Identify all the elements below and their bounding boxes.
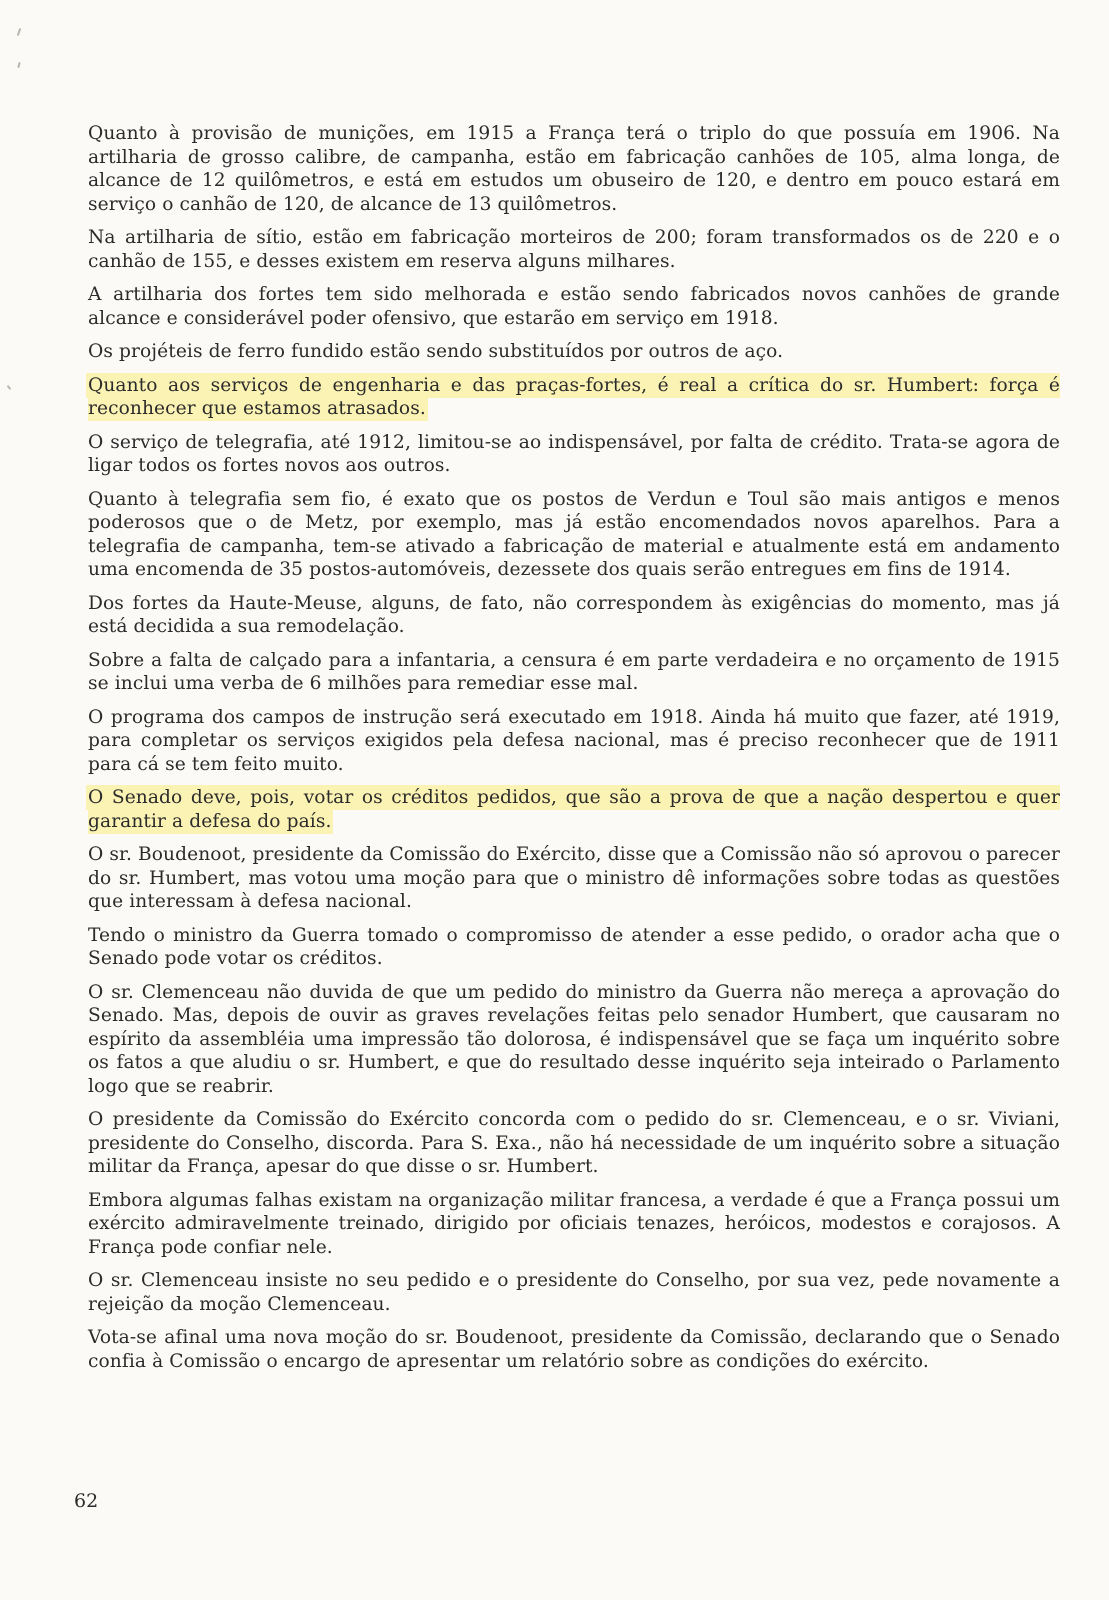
paragraph: Tendo o ministro da Guerra tomado o compromisso de atender a esse pedido, o orador acha que o Senado pode votar os créditos. xyxy=(88,924,1060,969)
paragraph: Quanto à telegrafia sem fio, é exato que os postos de Verdun e Toul são mais antigos e menos poderosos que o de Metz, por exemplo, mas já estão encomendados novos aparelhos. Para a telegrafia de campanha, tem-se ativado a fabricação de material e atualmente está em andamento uma encomenda de 35 postos-automóveis, dezessete dos quais serão entregues em fins de 1914. xyxy=(88,488,1060,580)
scan-mark xyxy=(17,28,22,36)
body-text xyxy=(88,122,1060,1383)
paragraph: Na artilharia de sítio, estão em fabricação morteiros de 200; foram transformados os de 220 e o canhão de 155, e desses existem em reserva alguns milhares. xyxy=(88,227,1060,272)
paragraph: Os projéteis de ferro fundido estão sendo substituídos por outros de aço. xyxy=(88,341,784,362)
paragraph: O presidente da Comissão do Exército concorda com o pedido do sr. Clemenceau, e o sr. Viviani, presidente do Conselho, discorda. Para S. Exa., não há necessidade de um inquérito sobre a situação militar da França, apesar do que disse o sr. Humbert. xyxy=(88,1109,1060,1177)
paragraph: O sr. Boudenoot, presidente da Comissão do Exército, disse que a Comissão não só aprovou o parecer do sr. Humbert, mas votou uma moção para que o ministro dê informações sobre todas as questões que interessam à defesa nacional. xyxy=(88,844,1060,912)
highlighted-paragraph xyxy=(88,786,1060,833)
paragraph: Embora algumas falhas existam na organização militar francesa, a verdade é que a França possui um exército admiravelmente treinado, dirigido por oficiais tenazes, heróicos, modestos e corajosos. A França pode confiar nele. xyxy=(88,1189,1060,1258)
scan-mark xyxy=(17,62,20,68)
scan-mark xyxy=(7,385,12,390)
paragraph: Quanto à provisão de munições, em 1915 a França terá o triplo do que possuía em 1906. Na artilharia de grosso calibre, de campanha, estão em fabricação canhões de 105, alma longa, de alcance de 12 quilômetros, e está em estudos um obuseiro de 120, e dentro em pouco estará em serviço o canhão de 120, de alcance de 13 quilômetros. xyxy=(88,123,1060,215)
highlighted-paragraph xyxy=(88,374,1060,421)
paragraph: O programa dos campos de instrução será executado em 1918. Ainda há muito que fazer, até 1919, para completar os serviços exigidos pela defesa nacional, mas é preciso reconhecer que de 1911 para cá se tem feito muito. xyxy=(88,706,1060,775)
highlighted-text: O Senado deve, pois, votar os créditos pedidos, que são a prova de que a nação despertou e quer garantir a defesa do país. xyxy=(88,787,1060,832)
paragraph: Dos fortes da Haute-Meuse, alguns, de fato, não correspondem às exigências do momento, mas já está decidida a sua remodelação. xyxy=(88,592,1060,637)
paragraph: A artilharia dos fortes tem sido melhorada e estão sendo fabricados novos canhões de grande alcance e considerável poder ofensivo, que estarão em serviço em 1918. xyxy=(88,284,1060,329)
page-number: 62 xyxy=(74,1490,99,1512)
paragraph: O serviço de telegrafia, até 1912, limitou-se ao indispensável, por falta de crédito. Trata-se agora de ligar todos os fortes novos aos outros. xyxy=(88,431,1060,476)
paragraph: Vota-se afinal uma nova moção do sr. Boudenoot, presidente da Comissão, declarando que o Senado confia à Comissão o encargo de apresentar um relatório sobre as condições do exército. xyxy=(88,1327,1060,1372)
highlighted-text: Quanto aos serviços de engenharia e das praças-fortes, é real a crítica do sr. Humbert: força é reconhecer que estamos atrasados. xyxy=(88,374,1060,419)
paragraph: Sobre a falta de calçado para a infantaria, a censura é em parte verdadeira e no orçamento de 1915 se inclui uma verba de 6 milhões para remediar esse mal. xyxy=(88,649,1060,694)
paragraph: O sr. Clemenceau insiste no seu pedido e o presidente do Conselho, por sua vez, pede novamente a rejeição da moção Clemenceau. xyxy=(88,1270,1060,1315)
paragraph: O sr. Clemenceau não duvida de que um pedido do ministro da Guerra não mereça a aprovação do Senado. Mas, depois de ouvir as graves revelações feitas pelo senador Humbert, que causaram no espírito da assembléia uma impressão tão dolorosa, é indispensável que se faça um inquérito sobre os fatos a que aludiu o sr. Humbert, e que do resultado desse inquérito seja inteirado o Parlamento logo que se reabrir. xyxy=(88,981,1060,1097)
